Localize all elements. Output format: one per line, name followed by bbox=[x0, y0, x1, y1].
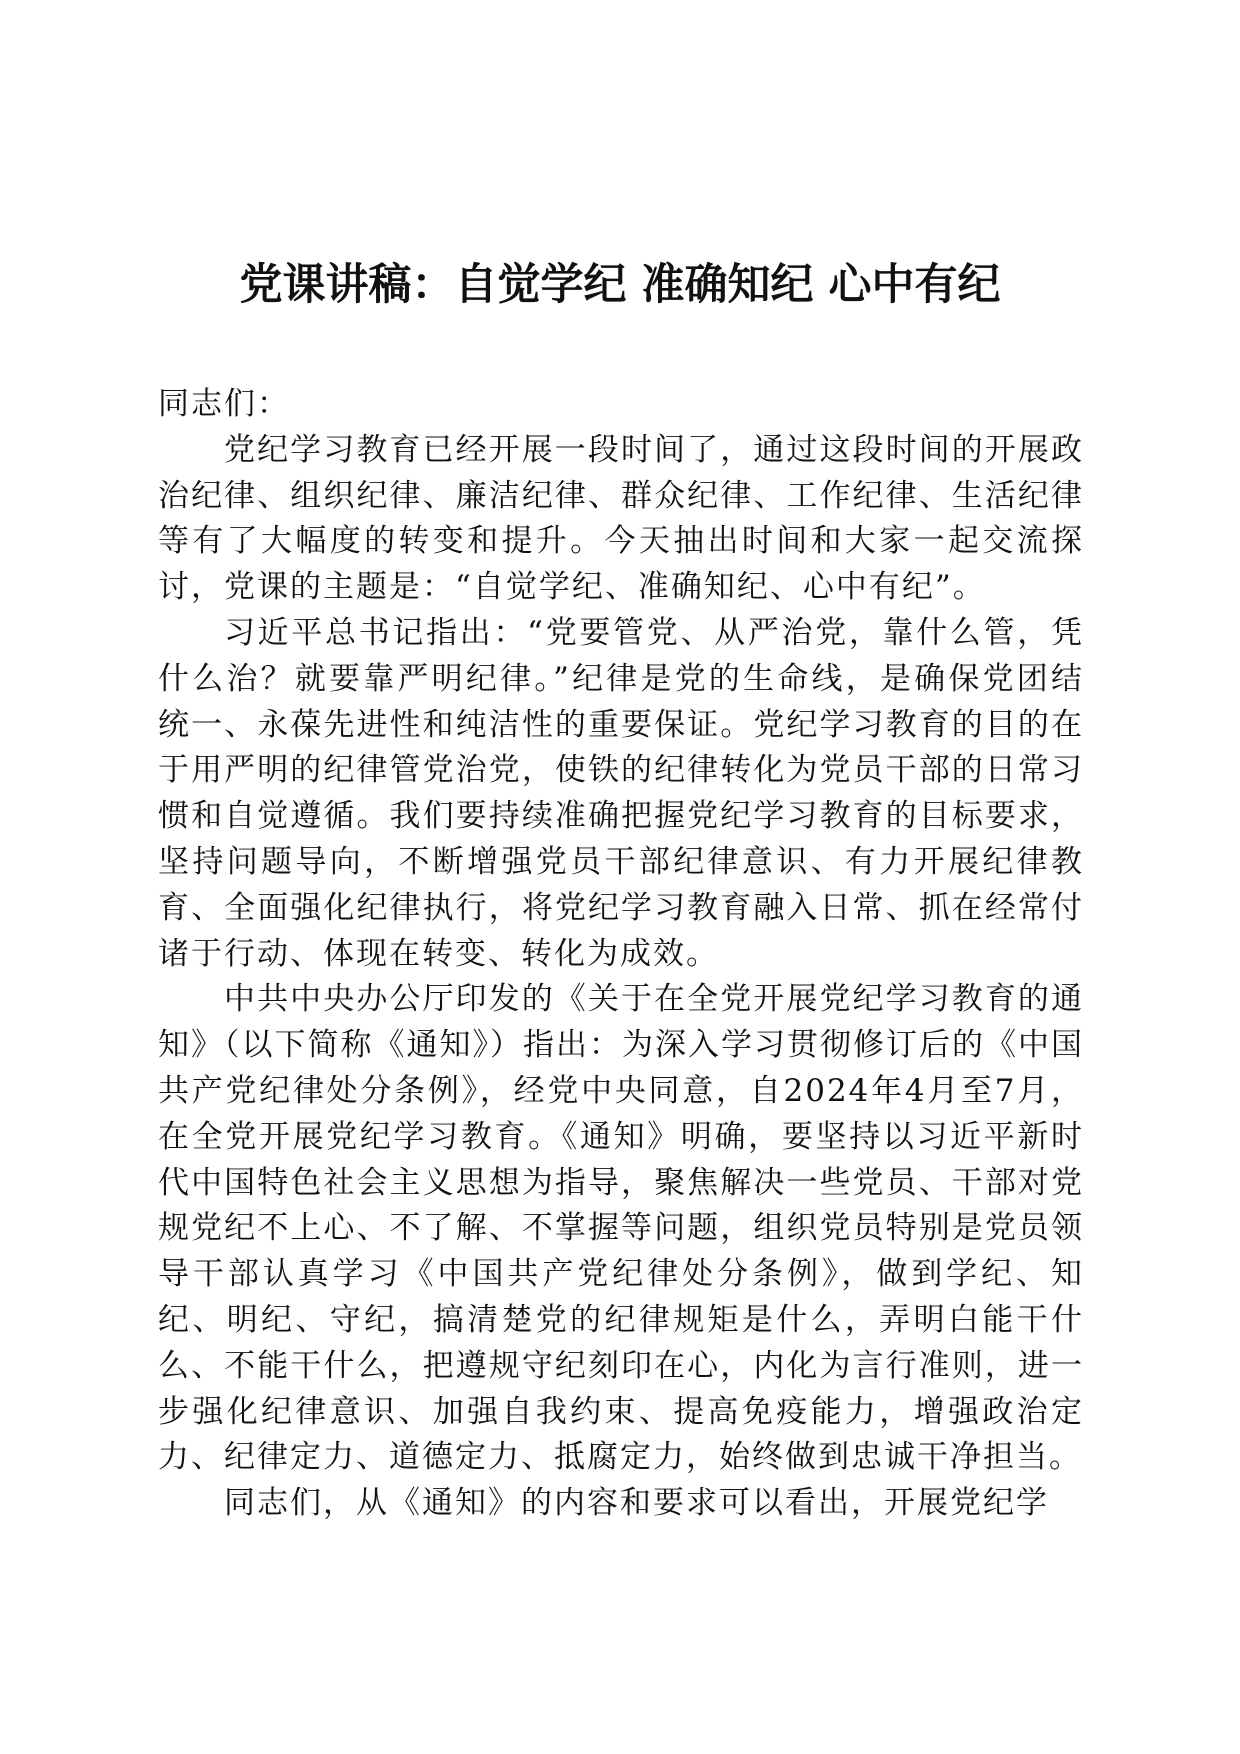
body-text bbox=[158, 382, 1084, 1527]
paragraph-1: 党纪学习教育已经开展一段时间了，通过这段时间的开展政治纪律、组织纪律、廉洁纪律、群众纪律、工作纪律、生活纪律等有了大幅度的转变和提升。今天抽出时间和大家一起交流探讨，党课的主题是：“自觉学纪、准确知纪、心中有纪”。 bbox=[158, 431, 1084, 606]
page-title: 党课讲稿：自觉学纪 准确知纪 心中有纪 bbox=[239, 260, 1001, 310]
paragraph-2: 习近平总书记指出：“党要管党、从严治党，靠什么管，凭什么治？就要靠严明纪律。”纪律是党的生命线，是确保党团结统一、永葆先进性和纯洁性的重要保证。党纪学习教育的目的在于用严明的纪律管党治党，使铁的纪律转化为党员干部的日常习惯和自觉遵循。我们要持续准确把握党纪学习教育的目标要求，坚持问题导向，不断增强党员干部纪律意识、有力开展纪律教育、全面强化纪律执行，将党纪学习教育融入日常、抓在经常付诸于行动、体现在转变、转化为成效。 bbox=[158, 614, 1084, 972]
paragraph-4: 同志们，从《通知》的内容和要求可以看出，开展党纪学 bbox=[224, 1485, 1049, 1522]
salutation: 同志们： bbox=[158, 386, 290, 422]
paragraph-3: 中共中央办公厅印发的《关于在全党开展党纪学习教育的通知》（以下简称《通知》）指出：为深入学习贯彻修订后的《中国共产党纪律处分条例》，经党中央同意，自2024年4月至7月，在全党开展党纪学习教育。《通知》明确，要坚持以习近平新时代中国特色社会主义思想为指导，聚焦解决一些党员、干部对党规党纪不上心、不了解、不掌握等问题，组织党员特别是党员领导干部认真学习《中国共产党纪律处分条例》，做到学纪、知纪、明纪、守纪，搞清楚党的纪律规矩是什么，弄明白能干什么、不能干什么，把遵规守纪刻印在心，内化为言行准则，进一步强化纪律意识、加强自我约束、提高免疫能力，增强政治定力、纪律定力、道德定力、抵腐定力，始终做到忠诚干净担当。 bbox=[158, 981, 1084, 1476]
